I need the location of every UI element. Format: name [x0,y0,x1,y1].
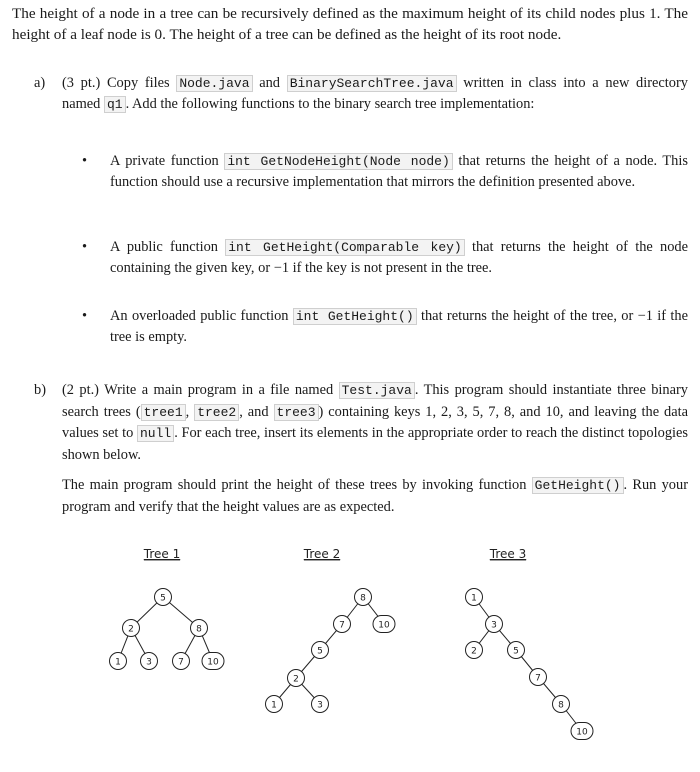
part-a [34,73,688,115]
code-bst-java: BinarySearchTree.java [287,75,457,92]
text-span: A private function [110,153,225,169]
node-label: 7 [339,620,345,631]
bullet-text [110,151,688,192]
node-label: 7 [535,673,541,684]
code-tree2: tree2 [194,404,239,421]
code-null: null [137,425,174,442]
bullet-icon: • [82,308,88,324]
list-item [82,237,688,278]
text-span: The main program should print the height of these trees by invoking function [62,477,532,493]
node-label: 2 [293,674,299,685]
text-span: , [185,403,195,420]
part-a-text [62,73,688,115]
node-label: 2 [128,624,134,635]
node-label: 1 [115,657,121,668]
text-span: . For each tree, insert its elements in the appropriate order to reach the distinct topologies shown below. [62,425,688,463]
code-get-node-height: int GetNodeHeight(Node node) [224,153,452,170]
node-label: 10 [378,620,390,631]
part-b-label: b) [34,382,46,398]
node-label: 8 [558,700,564,711]
node-label: 8 [196,624,202,635]
tree-1-title: Tree 1 [143,547,181,561]
code-get-height: int GetHeight() [293,308,417,325]
text-span: . Add the following functions to the binary search tree implementation: [125,96,535,112]
part-b-second-paragraph [62,475,688,517]
intro-paragraph: The height of a node in a tree can be recursively defined as the maximum height of its child nodes plus 1. The height of a leaf node is 0. The height of a tree can be defined as the height of its root node. [12,5,688,43]
tree-diagrams [0,540,700,772]
part-a-label: a) [34,75,46,91]
text-span: . Run your program and verify that the height values are as expected. [62,477,688,515]
part-b-text [62,380,688,465]
text-span: that returns the height of a node. This function should use a recursive implementation that mirrors the definition presented above. [110,153,688,190]
text-span: and [252,75,287,91]
node-label: 5 [160,593,166,604]
node-label: 5 [513,646,519,657]
tree-3-title: Tree 3 [489,547,527,561]
text-span: An overloaded public function [110,308,293,324]
bullet-text [110,306,688,347]
bullet-icon: • [82,239,88,255]
tree-2-title: Tree 2 [303,547,341,561]
text-span: that returns the height of the node containing the given key, or −1 if the key is not present in the tree. [110,239,688,276]
text-span: that returns the height of the tree, or −1 if the tree is empty. [110,308,688,345]
node-label: 3 [491,620,497,631]
code-node-java: Node.java [176,75,252,92]
code-get-height-key: int GetHeight(Comparable key) [225,239,465,256]
node-label: 3 [317,700,323,711]
node-label: 8 [360,593,366,604]
node-label: 2 [471,646,477,657]
node-label: 3 [146,657,152,668]
text-span: (3 pt.) Copy files [62,75,177,91]
code-tree1: tree1 [141,404,186,421]
code-test-java: Test.java [339,382,415,399]
list-item [82,151,688,192]
text-span: written in class into a new directory named [62,75,688,112]
code-get-height-call: GetHeight() [532,477,624,494]
node-label: 10 [576,727,588,738]
node-label: 1 [471,593,477,604]
node-label: 5 [317,646,323,657]
part-b [34,380,688,517]
bullet-icon: • [82,153,88,169]
text-span: A public function [110,239,226,255]
code-q1: q1 [104,96,126,113]
code-tree3: tree3 [274,404,319,421]
text-span: , and [239,403,274,420]
node-label: 7 [178,657,184,668]
list-item [82,306,688,347]
node-label: 10 [207,657,219,668]
text-span: . This program should instantiate three binary search trees ( [62,382,688,420]
text-span: (2 pt.) Write a main program in a file named [62,382,339,398]
bullet-text [110,237,688,278]
node-label: 1 [271,700,277,711]
text-span: ) containing keys 1, 2, 3, 5, 7, 8, and 10, and leaving the data values set to [62,403,689,441]
